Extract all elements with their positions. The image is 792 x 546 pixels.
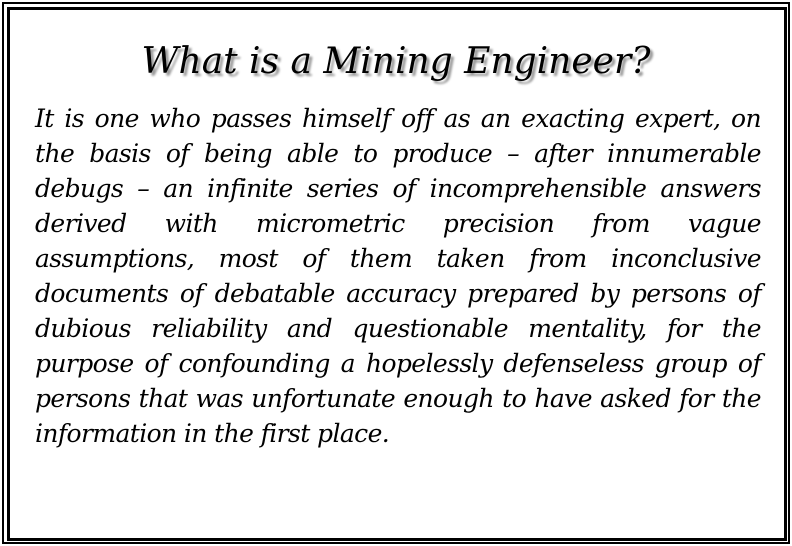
page-title: What is a Mining Engineer? bbox=[141, 41, 651, 82]
definition-paragraph: It is one who passes himself off as an exacting expert, on the basis of being able to produce – after innumerable debugs – an infinite series of incomprehensible answers derived with micrometric precision from vague assumptions, most of them taken from inconclusive documents of debatable accuracy prepared by persons of dubious reliability and questionable mentality, for the purpose of confounding a hopelessly defenseless group of persons that was unfortunate enough to have asked for the information in the first place. bbox=[35, 104, 761, 448]
